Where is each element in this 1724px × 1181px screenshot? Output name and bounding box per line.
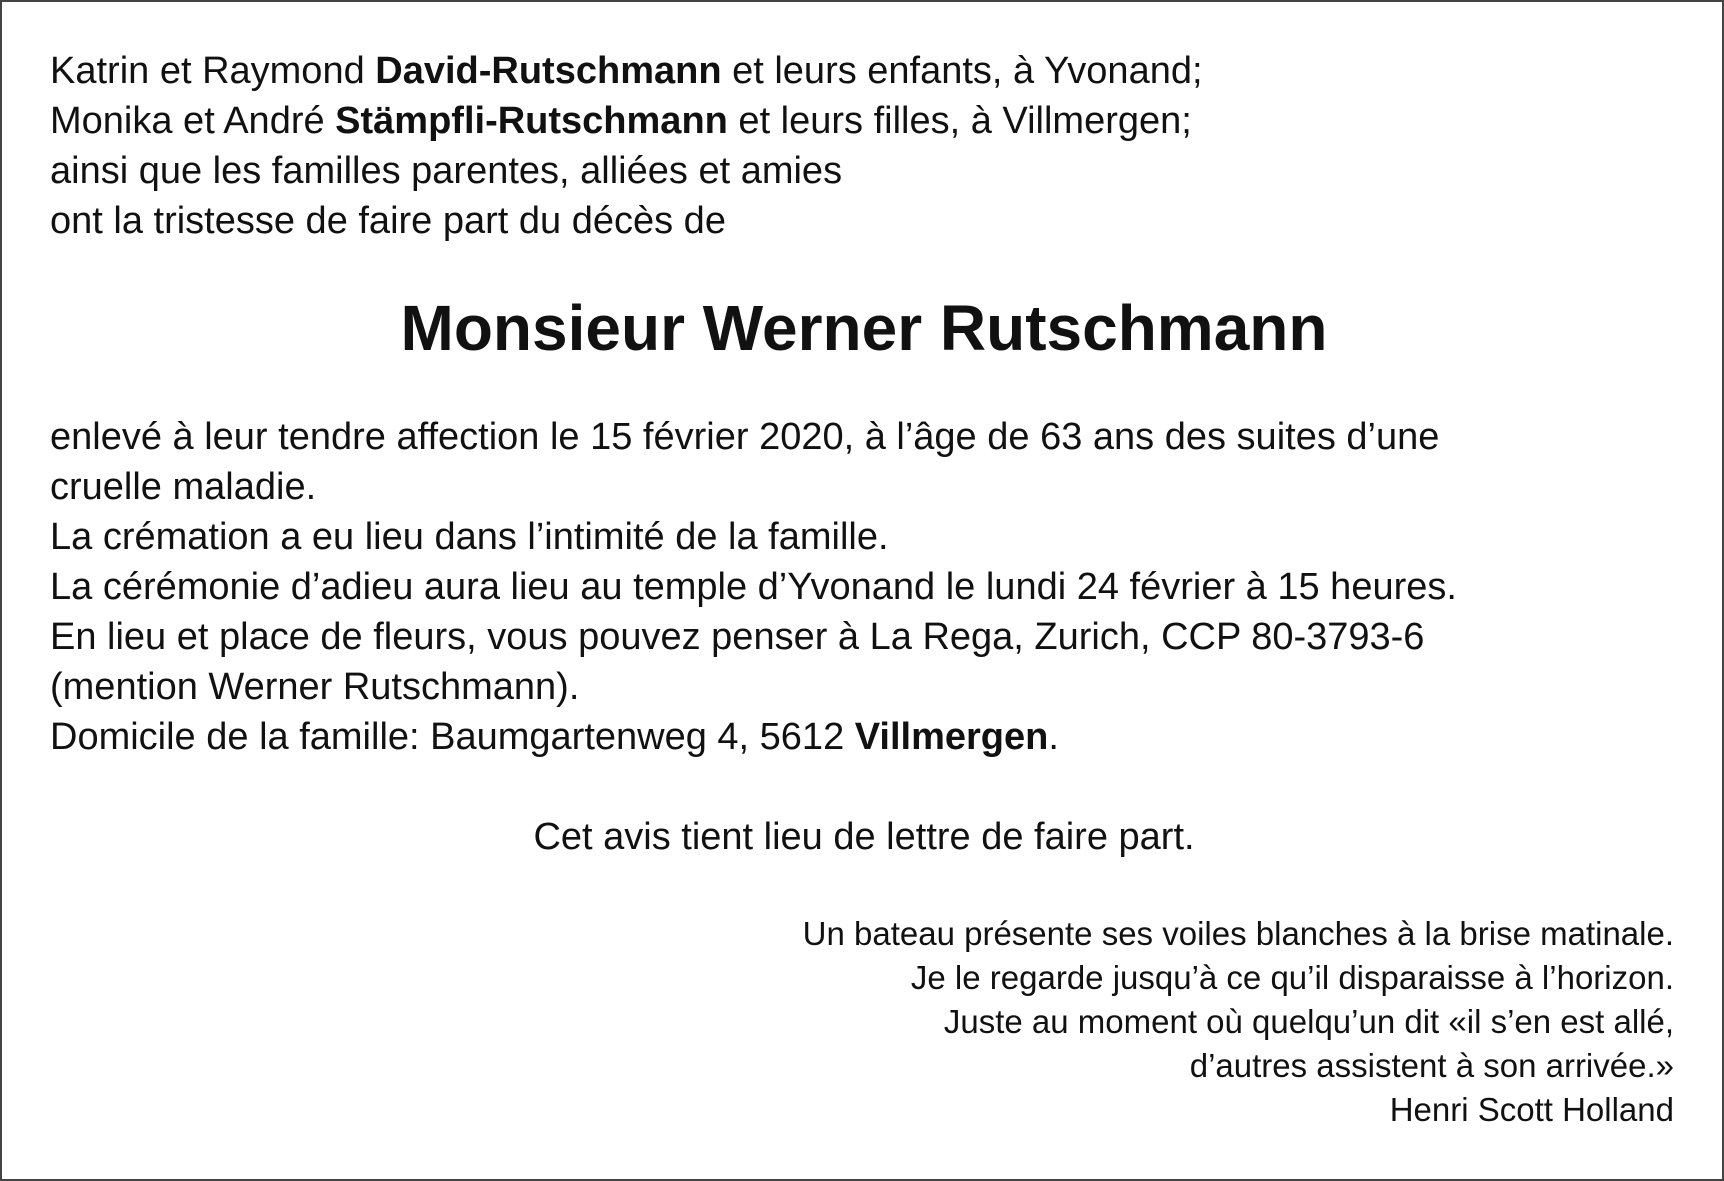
body-line-donation: En lieu et place de fleurs, vous pouvez penser à La Rega, Zurich, CCP 80-3793-6 (50, 616, 1425, 658)
family-line-text: et leurs filles, à Villmergen; (727, 100, 1192, 142)
announcement-line: ont la tristesse de faire part du décès de (50, 200, 726, 242)
body-line-death-date: enlevé à leur tendre affection le 15 février 2020, à l’âge de 63 ans des suites d’une (50, 416, 1440, 458)
deceased-name: Monsieur Werner Rutschmann (400, 292, 1328, 364)
announcing-families (50, 46, 1203, 246)
domicile-punctuation: . (1048, 716, 1059, 758)
family-line-text: et leurs enfants, à Yvonand; (721, 50, 1203, 92)
poem-author: Henri Scott Holland (1389, 1091, 1674, 1128)
body-line-cremation: La crémation a eu lieu dans l’intimité de la famille. (50, 516, 889, 558)
notice-body (50, 412, 1457, 762)
domicile-town: Villmergen (854, 716, 1049, 758)
closing-statement: Cet avis tient lieu de lettre de faire part. (533, 816, 1195, 858)
family-name-staempfli: Stämpfli-Rutschmann (335, 100, 728, 142)
family-line-staempfli (50, 96, 1203, 146)
family-name-david: David-Rutschmann (375, 50, 722, 92)
body-line-ceremony: La cérémonie d’adieu aura lieu au temple d’Yvonand le lundi 24 février à 15 heures. (50, 566, 1457, 608)
poem (803, 912, 1674, 1132)
family-line-david (50, 46, 1203, 96)
poem-line: d’autres assistent à son arrivée.» (1189, 1047, 1674, 1084)
family-line-text: Monika et André (50, 100, 336, 142)
poem-line: Je le regarde jusqu’à ce qu’il disparaisse à l’horizon. (910, 959, 1674, 996)
poem-line: Juste au moment où quelqu’un dit «il s’en est allé, (943, 1003, 1674, 1040)
domicile-address: Domicile de la famille: Baumgartenweg 4, 5612 (50, 716, 855, 758)
poem-line: Un bateau présente ses voiles blanches à la brise matinale. (802, 915, 1674, 952)
body-line-cause: cruelle maladie. (50, 466, 317, 508)
family-line-text: Katrin et Raymond (50, 50, 376, 92)
body-line-donation-mention: (mention Werner Rutschmann). (50, 666, 580, 708)
body-line-domicile (50, 712, 1457, 762)
relatives-line: ainsi que les familles parentes, alliées et amies (50, 150, 843, 192)
